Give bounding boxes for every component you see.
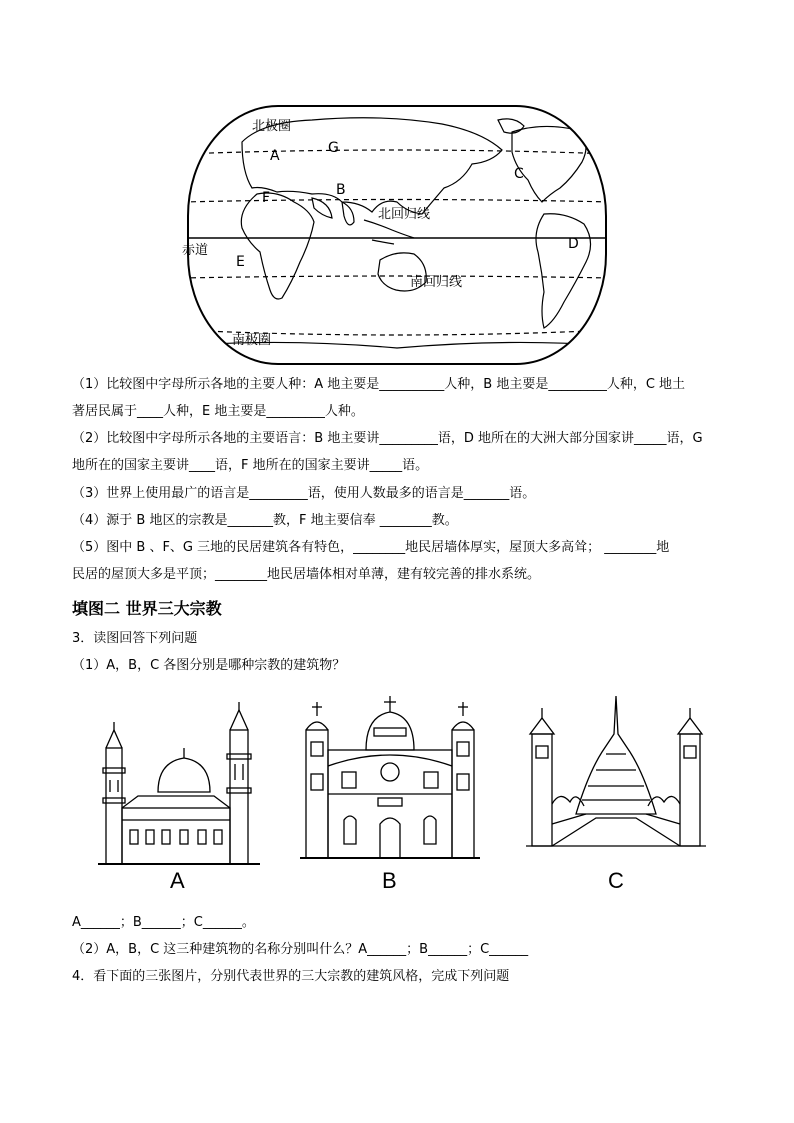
q2-line-7: （5）图中 B 、F、G 三地的民居建筑各有特色，________地民居墙体厚实，屋顶大多高耸； ________地 — [72, 540, 670, 555]
label-antarctic-circle: 南极圈 — [232, 333, 272, 348]
india-shape — [342, 202, 354, 225]
q3-sub2: （2）A，B，C 这三种建筑物的名称分别叫什么？A______；B______；C______ — [72, 942, 529, 957]
map-letter-c: C — [514, 166, 524, 182]
map-letter-f: F — [262, 190, 271, 206]
q2-line-6: （4）源于 B 地区的宗教是_______教，F 地主要信奉 ________教。 — [72, 513, 458, 528]
q2-line-1: （1）比较图中字母所示各地的主要人种：A 地主要是__________人种，B 地主要是_________人种，C 地土 — [72, 377, 686, 392]
arabia-shape — [312, 198, 332, 218]
q3-sub1: （1）A，B，C 各图分别是哪种宗教的建筑物？ — [72, 658, 346, 673]
label-tropic-capricorn: 南回归线 — [410, 275, 463, 290]
mosque-illustration — [98, 700, 260, 868]
label-tropic-cancer: 北回归线 — [378, 207, 431, 222]
map-letter-e: E — [236, 254, 245, 270]
section-title: 填图二 世界三大宗教 — [72, 599, 222, 618]
q2-line-5: （3）世界上使用最广的语言是_________语，使用人数最多的语言是_______语。 — [72, 486, 536, 501]
q4-title: 4．看下面的三张图片，分别代表世界的三大宗教的建筑风格，完成下列问题 — [72, 969, 510, 984]
south-america-shape — [536, 214, 591, 328]
map-letter-d: D — [568, 236, 579, 252]
tropic-capricorn-line — [182, 276, 612, 278]
map-letter-b: B — [336, 182, 346, 198]
africa-shape — [241, 193, 314, 299]
arctic-circle-line — [182, 150, 612, 154]
islands-shape — [364, 220, 414, 244]
label-equator: 赤道 — [182, 243, 209, 258]
q2-line-8: 民居的屋顶大多是平顶；________地民居墙体相对单薄，建有较完善的排水系统。 — [72, 567, 541, 582]
caption-a: A — [170, 868, 185, 893]
north-america-shape — [512, 126, 586, 202]
map-letter-g: G — [328, 140, 339, 156]
caption-c: C — [608, 868, 624, 893]
q3-answer1: A______；B______；C______。 — [72, 915, 255, 930]
label-arctic-circle: 北极圈 — [252, 119, 292, 134]
map-letter-a: A — [270, 148, 280, 164]
temple-illustration — [526, 694, 706, 862]
world-map — [182, 102, 612, 368]
q2-line-4: 地所在的国家主要讲____语，F 地所在的国家主要讲_____语。 — [72, 458, 429, 473]
q2-line-3: （2）比较图中字母所示各地的主要语言：B 地主要讲_________语，D 地所在的大洲大部分国家讲_____语，G — [72, 431, 703, 446]
greenland-shape — [498, 119, 524, 133]
q3-title: 3．读图回答下列问题 — [72, 631, 198, 646]
church-illustration — [300, 694, 480, 862]
q2-line-2: 著居民属于____人种，E 地主要是_________人种。 — [72, 404, 364, 419]
caption-b: B — [382, 868, 397, 893]
